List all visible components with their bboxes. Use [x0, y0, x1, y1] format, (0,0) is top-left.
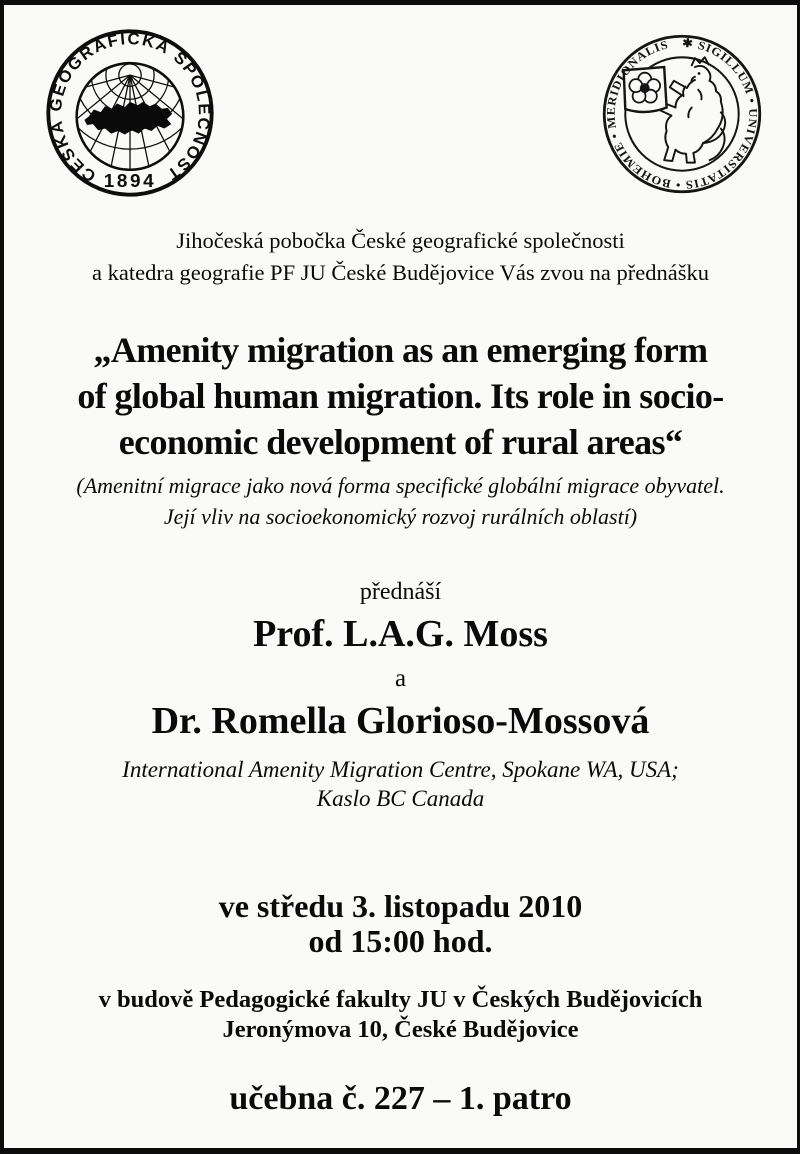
- intro-line-1: Jihočeská pobočka České geografické společnosti: [176, 228, 625, 253]
- affiliation-line-1: International Amenity Migration Centre, Spokane WA, USA;: [122, 757, 679, 782]
- venue-line-2: Jeronýmova 10, České Budějovice: [222, 1016, 579, 1043]
- czech-geographical-society-logo: [44, 27, 216, 199]
- speakers-conjunction: a: [394, 665, 407, 692]
- lecture-subtitle-czech: [4, 470, 797, 532]
- event-date-line: ve středu 3. listopadu 2010: [218, 888, 583, 924]
- speakers-affiliation: [4, 755, 797, 813]
- cgs-ring-text: ČESKÁ GEOGRAFICKÁ SPOLEČNOST: [46, 29, 213, 186]
- event-date-time: [4, 889, 797, 959]
- title-line-3: economic development of rural areas“: [118, 422, 683, 462]
- header-logos: [4, 5, 797, 199]
- university-seal-logo: [601, 27, 763, 195]
- event-room: učebna č. 227 – 1. patro: [229, 1080, 572, 1117]
- globe-emblem-icon: [44, 27, 216, 199]
- cgs-founding-year: 1894: [103, 170, 157, 192]
- event-time-line: od 15:00 hod.: [308, 923, 493, 959]
- title-line-1: „Amenity migration as an emerging form: [93, 330, 708, 370]
- venue-line-1: v budově Pedagogické fakulty JU v Českých Budějovicích: [98, 986, 703, 1013]
- university-seal-icon: [601, 33, 763, 195]
- speaker-1-name: Prof. L.A.G. Moss: [253, 613, 548, 655]
- speaker-2-name: Dr. Romella Glorioso-Mossová: [151, 700, 650, 742]
- lecture-title: [4, 327, 797, 465]
- intro-line-2: a katedra geografie PF JU České Budějovice Vás zvou na přednášku: [92, 260, 709, 285]
- affiliation-line-2: Kaslo BC Canada: [316, 786, 485, 811]
- subtitle-line-2: Její vliv na socioekonomický rozvoj rurálních oblastí): [163, 504, 638, 529]
- title-line-2: of global human migration. Its role in socio-: [77, 376, 724, 416]
- event-venue: [4, 985, 797, 1045]
- invitation-intro: [4, 225, 797, 289]
- speakers-lead-in: přednáší: [359, 579, 442, 605]
- seal-ring-text: ✱ SIGILLUM • UNIVERSITATIS • BOHEMIE • MERIDIONALIS: [604, 36, 760, 192]
- subtitle-line-1: (Amenitní migrace jako nová forma specifické globální migrace obyvatel.: [76, 473, 725, 498]
